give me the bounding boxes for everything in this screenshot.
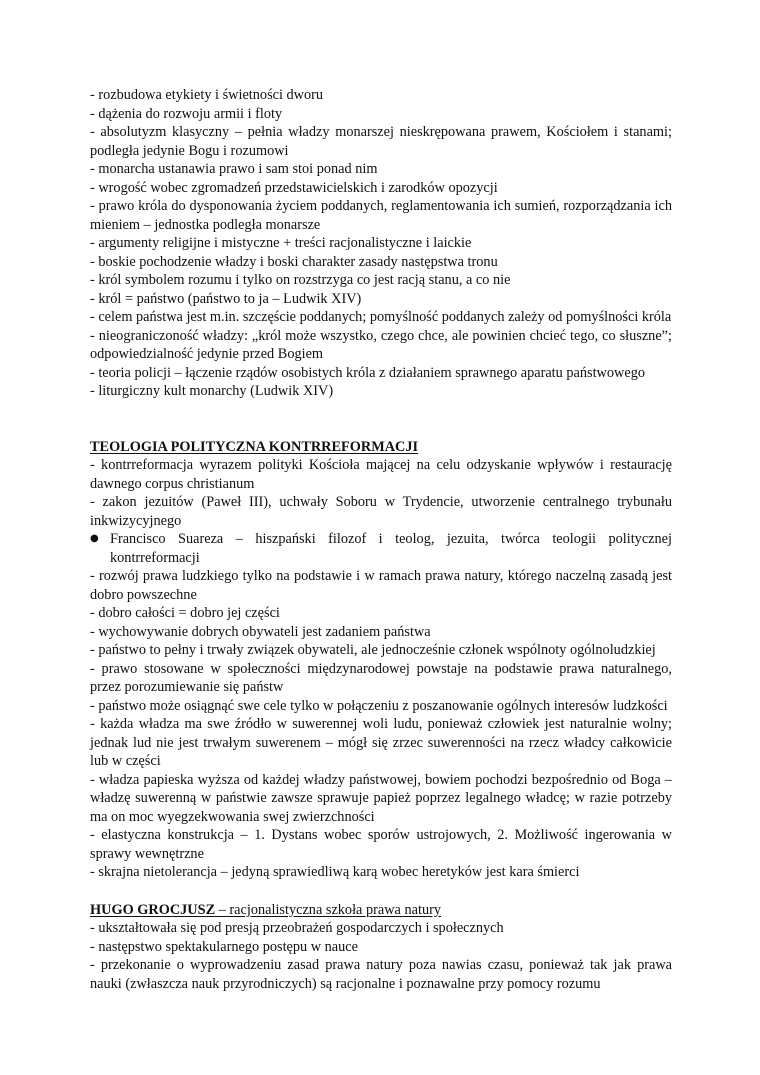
list-item: - przekonanie o wyprowadzeniu zasad prawa natury poza nawias czasu, ponieważ tak jak prawa nauki (zwłaszcza nauk przyrodniczych) są racjonalne i poznawalne przy pomocy rozumu	[90, 957, 672, 992]
section-heading: TEOLOGIA POLITYCZNA KONTRREFORMACJI	[90, 438, 419, 455]
counter-reformation-section	[90, 438, 672, 882]
list-item: - prawo stosowane w społeczności międzynarodowej powstaje na podstawie prawa naturalnego, przez porozumiewanie się państw	[90, 660, 672, 695]
section-spacer	[90, 401, 672, 438]
list-item: - rozwój prawa ludzkiego tylko na podstawie i w ramach prawa natury, którego naczelną zasadą jest dobro powszechne	[90, 568, 672, 603]
list-item: - zakon jezuitów (Paweł III), uchwały Soboru w Trydencie, utworzenie centralnego trybunału inkwizycyjnego	[90, 494, 672, 529]
absolutism-list	[90, 86, 672, 401]
list-item: - wrogość wobec zgromadzeń przedstawicielskich i zarodków opozycji	[90, 179, 498, 196]
list-item: - elastyczna konstrukcja – 1. Dystans wobec sporów ustrojowych, 2. Możliwość ingerowania w sprawy wewnętrzne	[90, 827, 672, 862]
list-item: - skrajna nietolerancja – jedyną sprawiedliwą karą wobec heretyków jest kara śmierci	[90, 864, 580, 880]
list-item: - państwo może osiągnąć swe cele tylko w połączeniu z poszanowanie ogólnych interesów ludzkości	[90, 697, 668, 714]
list-item: - ukształtowała się pod presją przeobrażeń gospodarczych i społecznych	[90, 920, 504, 936]
list-item: - król = państwo (państwo to ja – Ludwik XIV)	[90, 290, 362, 307]
list-item: - dążenia do rozwoju armii i floty	[90, 105, 283, 122]
list-item: - następstwo spektakularnego postępu w nauce	[90, 938, 358, 955]
list-item: - władza papieska wyższa od każdej władzy państwowej, bowiem pochodzi bezpośrednio od Boga – władzę suwerenną w państwie zawsze sprawuje papież poprzez legalnego władcę; w razie potrzeby ma on moc wyegzekwowania swej zwierzchności	[90, 771, 672, 825]
heading-name: HUGO GROCJUSZ	[90, 901, 216, 918]
list-item: - monarcha ustanawia prawo i sam stoi ponad nim	[90, 161, 378, 177]
list-item: - prawo króla do dysponowania życiem poddanych, reglamentowania ich sumień, rozporządzania ich mieniem – jednostka podległa monarsze	[90, 198, 672, 233]
list-item: - liturgiczny kult monarchy (Ludwik XIV)	[90, 383, 334, 399]
list-item: - każda władza ma swe źródło w suwerennej woli ludu, ponieważ człowiek jest naturalnie wolny; jednak lud nie jest trwałym suwerenem – mógł się zrzec suwerenności na rzecz władcy całkowicie lub w części	[90, 716, 672, 769]
bullet-item	[90, 530, 672, 567]
grotius-section	[90, 901, 672, 994]
list-item: - argumenty religijne i mistyczne + treści racjonalistyczne i laickie	[90, 235, 472, 251]
section-heading	[90, 901, 672, 920]
list-item: - wychowywanie dobrych obywateli jest zadaniem państwa	[90, 623, 431, 640]
list-item: - teoria policji – łączenie rządów osobistych króla z działaniem sprawnego aparatu państwowego	[90, 364, 645, 381]
list-item: - dobro całości = dobro jej części	[90, 605, 280, 621]
bullet-icon: ●	[90, 533, 99, 544]
list-item: - król symbolem rozumu i tylko on rozstrzyga co jest racją stanu, a co nie	[90, 272, 511, 288]
section-spacer	[90, 882, 672, 901]
document-page	[90, 86, 672, 993]
heading-subtitle: – racjonalistyczna szkoła prawa natury	[215, 901, 441, 918]
list-item: - boskie pochodzenie władzy i boski charakter zasady następstwa tronu	[90, 253, 498, 270]
list-item: - kontrreformacja wyrazem polityki Kościoła mającej na celu odzyskanie wpływów i restaurację dawnego corpus christianum	[90, 457, 672, 492]
list-item: - celem państwa jest m.in. szczęście poddanych; pomyślność poddanych zależy od pomyślności króla	[90, 309, 672, 325]
bullet-text: Francisco Suareza – hiszpański filozof i teolog, jezuita, twórca teologii politycznej kontrreformacji	[110, 531, 672, 566]
list-item: - nieograniczoność władzy: „król może wszystko, czego chce, ale powinien chcieć tego, co słuszne”; odpowiedzialność jedynie przed Bogiem	[90, 327, 672, 362]
list-item: - rozbudowa etykiety i świetności dworu	[90, 87, 324, 103]
list-item: - absolutyzm klasyczny – pełnia władzy monarszej nieskrępowana prawem, Kościołem i stanami; podległa jedynie Bogu i rozumowi	[90, 124, 672, 159]
list-item: - państwo to pełny i trwały związek obywateli, ale jednocześnie członek wspólnoty ogólnoludzkiej	[90, 642, 656, 658]
